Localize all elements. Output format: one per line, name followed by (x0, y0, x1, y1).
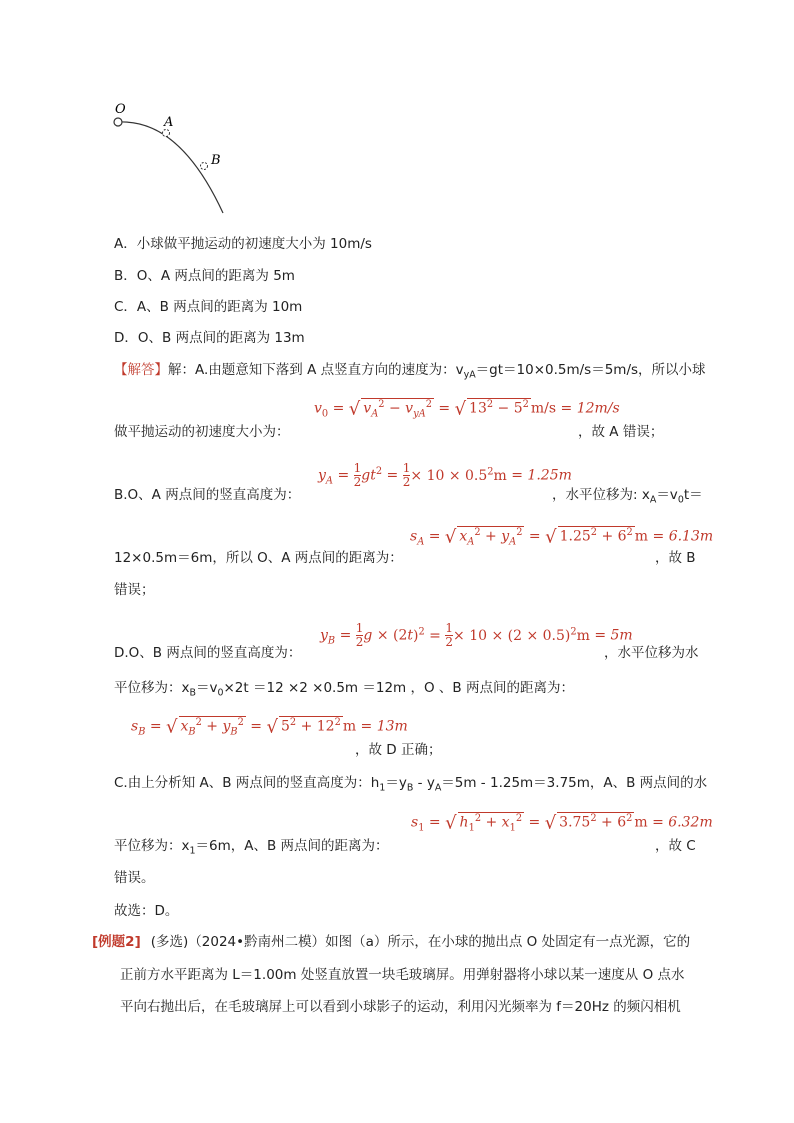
option-c: C．A、B 两点间的距离为 10m (114, 299, 303, 315)
answer-line-11: 错误。 (114, 870, 155, 886)
equation-v0: $v_0$ = √ $v_A^2 - v_{yA}^2$ = √ $13^2 - 5^2$ m/s = 12m/s (314, 398, 620, 420)
example2-tag: [例题2] (92, 934, 141, 950)
point-o (114, 118, 122, 126)
option-d: D．O、B 两点间的距离为 13m (114, 330, 305, 346)
example2-line-2: 正前方水平距离为 L＝1.00m 处竖直放置一块毛玻璃屏。用弹射器将小球以某一速度从 O 点水 (120, 967, 685, 983)
answer-line-5: 错误； (114, 582, 155, 598)
label-b: B (211, 153, 221, 168)
answer-line-9: C.由上分析知 A、B 两点间的竖直高度为：$h_1=y_B - y_A=5m - 1.25m=3.75m$，A、B 两点间的水 (114, 775, 708, 794)
example2-line-3: 平向右抛出后，在毛玻璃屏上可以看到小球影子的运动，利用闪光频率为 f＝20Hz 的频闪相机 (120, 999, 681, 1015)
option-b: B．O、A 两点间的距离为 5m (114, 268, 295, 284)
answer-line-3-post: ，水平位移为: $x_A=v_0t=$ (552, 487, 703, 506)
answer-line-1: 【解答】解：A.由题意知下落到 A 点竖直方向的速度为：$v_{yA}=gt=10\times 0.5m/s=5m/s$，所以小球 (114, 362, 706, 381)
label-o: O (115, 102, 126, 117)
point-b (201, 163, 208, 170)
answer-line-6: D.O、B 两点间的竖直高度为： (114, 645, 302, 661)
trajectory-figure (105, 95, 245, 220)
answer-line-10: 平位移为：$x_1=6m$，A、B 两点间的距离为： (114, 838, 389, 857)
equation-sa: $s_A$ = √ $x_A^2 + y_A^2$ = √ $1.25^2 + 6^2$ m = 6.13m (410, 526, 714, 548)
equation-s1: $s_1$ = √ $h_1^2 + x_1^2$ = √ $3.75^2 + 6^2$ m = 6.32m (411, 812, 713, 834)
answer-line-6-post: ，水平位移为水 (604, 645, 699, 661)
label-a: A (164, 115, 174, 130)
equation-ya: $y_A$ = $\frac{1}{2}$ $gt^2$ = $\frac{1}{2}$ × $10 \times 0.5^2m = 1.25m$ (318, 461, 572, 489)
answer-line-2-post: ，故 A 错误； (578, 424, 664, 440)
answer-line-4: 12×0.5m＝6m，所以 O、A 两点间的距离为： (114, 550, 403, 566)
point-a (163, 130, 170, 137)
equation-sb: $s_B$ = √ $x_B^2 + y_B^2$ = √ $5^2 + 12^2$ m = 13m (131, 716, 408, 738)
equation-yb: $y_B$ = $\frac{1}{2}$ $g \times (2t)^2$ = $\frac{1}{2}$ × $10 \times (2 \times 0.5)^2m = 5m$ (320, 621, 633, 649)
answer-line-2: 做平抛运动的初速度大小为： (114, 424, 290, 440)
answer-choice: 故选：D。 (114, 903, 179, 919)
example2-line-1: [例题2] (多选)（2024•黔南州二模）如图（a）所示，在小球的抛出点 O 处固定有一点光源，它的 (92, 934, 691, 950)
option-a: A．小球做平抛运动的初速度大小为 10m/s (114, 236, 372, 252)
answer-line-7: 平位移为：$x_B=v_0\times 2t =12 \times 2 \times 0.5m =12m$ ，O 、B 两点间的距离为： (114, 680, 574, 699)
answer-line-8-post: ，故 D 正确； (355, 742, 442, 758)
answer-line-4-post: ，故 B (655, 550, 696, 566)
answer-line-10-post: ，故 C (655, 838, 696, 854)
answer-line-3: B.O、A 两点间的竖直高度为： (114, 487, 301, 503)
answer-tag: 【解答】 (114, 362, 168, 378)
